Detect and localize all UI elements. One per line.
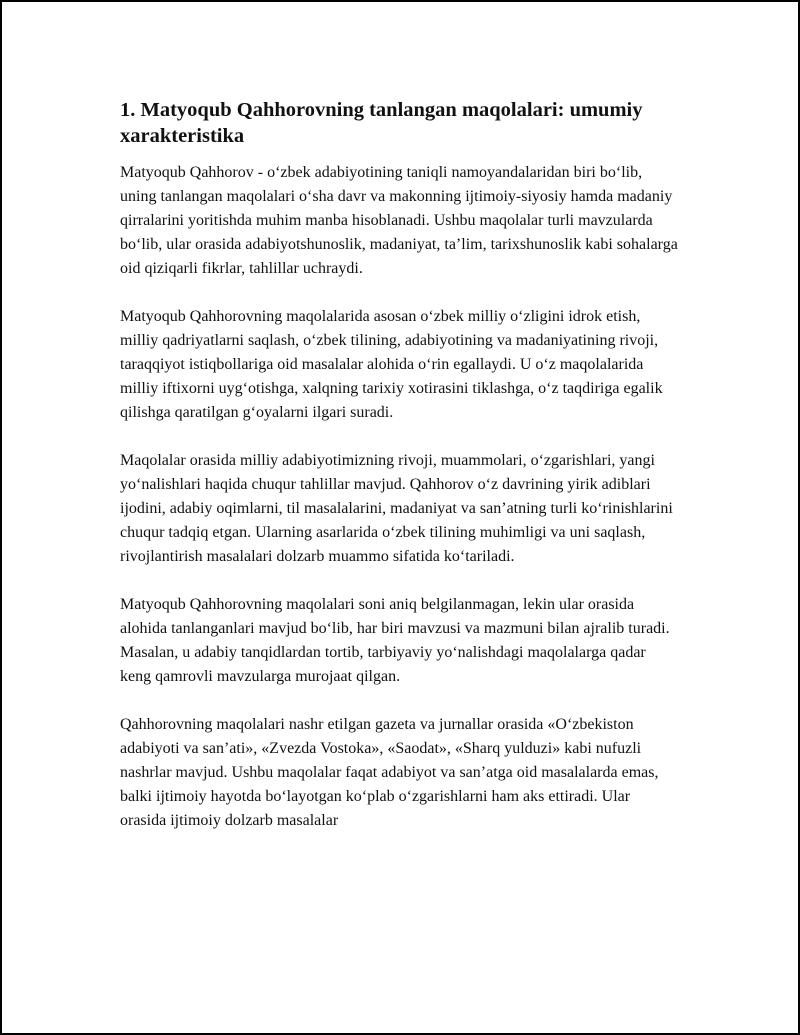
paragraph-3: Maqolalar orasida milliy adabiyotimizning rivoji, muammolari, o‘zgarishlari, yangi yo‘nalishlari haqida chuqur tahlillar mavjud. Qahhorov o‘z davrining yirik adiblari ijodini, adabiy oqimlarni, til masalalarini, madaniyat va san’atning turli ko‘rinishlarini chuqur tadqiq etgan. Ularning asarlarida o‘zbek tilining muhimligi va uni saqlash, rivojlantirish masalalari dolzarb muammo sifatida ko‘tariladi. [120,452,673,565]
paragraph-4: Matyoqub Qahhorovning maqolalari soni aniq belgilanmagan, lekin ular orasida alohida tanlanganlari mavjud bo‘lib, har biri mavzusi va mazmuni bilan ajralib turadi. Masalan, u adabiy tanqidlardan tortib, tarbiyaviy yo‘nalishdagi maqolalarga qadar keng qamrovli mavzularga murojaat qilgan. [120,596,670,685]
paragraph-1: Matyoqub Qahhorov - o‘zbek adabiyotining taniqli namoyandalaridan biri bo‘lib, uning tanlangan maqolalari o‘sha davr va makonning ijtimoiy-siyosiy hamda madaniy qirralarini yoritishda muhim manba hisoblanadi. Ushbu maqolalar turli mavzularda bo‘lib, ular orasida adabiyotshunoslik, madaniyat, ta’lim, tarixshunoslik kabi sohalarga oid qiziqarli fikrlar, tahlillar uchraydi. [120,164,678,277]
document-body [120,97,680,857]
paragraph-2: Matyoqub Qahhorovning maqolalarida asosan o‘zbek milliy o‘zligini idrok etish, milliy qadriyatlarni saqlash, o‘zbek tilining, adabiyotining va madaniyatining rivoji, taraqqiyot istiqbollariga oid masalalar alohida o‘rin egallaydi. U o‘z maqolalarida milliy iftixorni uyg‘otishga, xalqning tarixiy xotirasini tiklashga, o‘z taqdiriga egalik qilishga qaratilgan g‘oyalarni ilgari suradi. [120,308,663,421]
section-heading: 1. Matyoqub Qahhorovning tanlangan maqolalari: umumiy xarakteristika [120,99,643,147]
paragraph-5: Qahhorovning maqolalari nashr etilgan gazeta va jurnallar orasida «O‘zbekiston adabiyoti va san’ati», «Zvezda Vostoka», «Saodat», «Sharq yulduzi» kabi nufuzli nashrlar mavjud. Ushbu maqolalar faqat adabiyot va san’atga oid masalalarda emas, balki ijtimoiy hayotda bo‘layotgan ko‘plab o‘zgarishlarni ham aks ettiradi. Ular orasida ijtimoiy dolzarb masalalar [120,716,659,829]
